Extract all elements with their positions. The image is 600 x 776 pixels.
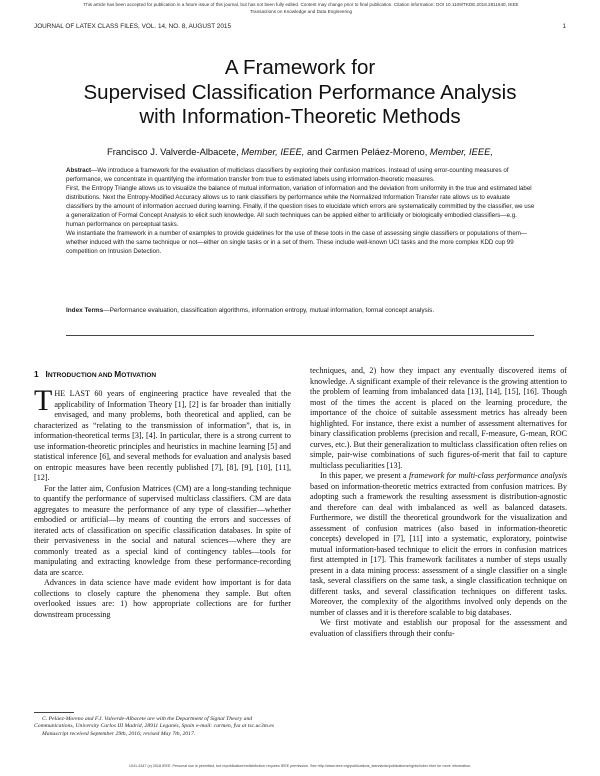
author-list (0, 146, 600, 157)
author-2: and Carmen Peláez-Moreno, (306, 146, 428, 157)
abstract (66, 166, 536, 256)
author-1: Francisco J. Valverde-Albacete, (107, 146, 239, 157)
section-number: 1 (34, 369, 39, 379)
right-paragraph-2 (310, 471, 567, 618)
section-divider (66, 335, 534, 336)
journal-name: JOURNAL OF LATEX CLASS FILES, VOL. 14, NO. 8, AUGUST 2015 (34, 23, 231, 30)
left-column (34, 384, 291, 620)
index-terms (66, 306, 536, 315)
paper-title (0, 56, 600, 130)
footnote-affiliation: C. Peláez-Moreno and F.J. Valverde-Albacete are with the Department of Signal Theory and Communications, University Carlos III Madrid, 28911 Leganés, Spain e-mail: carmen, fva at tsc.uc3m.es (34, 716, 275, 730)
framework-emphasis: framework for multi-class performance analysis (409, 471, 567, 480)
copyright-footer: 1041-4347 (c) 2018 IEEE. Personal use is permitted, but republication/redistribution requires IEEE permission. See http://www.ieee.org/publications_standards/publications/rights/index.html for more information. (128, 764, 472, 768)
banner-line-2: Transactions on Knowledge and Data Engineering (249, 8, 353, 14)
page-number: 1 (562, 23, 566, 30)
footnote-manuscript: Manuscript received September 29th, 2016; revised May 7th, 2017. (42, 730, 196, 737)
footnote (34, 716, 291, 738)
section-heading (34, 369, 291, 379)
abstract-paragraph-1 (66, 166, 536, 184)
intro-paragraph-1 (34, 384, 291, 484)
banner-line-1: This article has been accepted for publication in a future issue of this journal, but has not been fully edited. Content may change prior to final publication. Citation information: DOI 10.1109/TKDE.2018.2811640, IEEE (83, 2, 519, 7)
title-line-1: A Framework for (224, 56, 376, 79)
intro-paragraph-3: Advances in data science have made evident how important is for data collections to closely capture the phenomena they sample. But often overlooked issues are: 1) how appropriate collections are for further downstream processing (34, 578, 291, 619)
title-line-3: with Information-Theoretic Methods (139, 105, 461, 128)
title-line-2: Supervised Classification Performance Analysis (83, 80, 517, 104)
lead-words: HE LAST (54, 389, 90, 398)
intro-text-1: 60 years of engineering practice have revealed that the applicability of Information Theory [1], [2] is far broader than initially envisaged, and many problems, both theoretical and applied, can be characterized as “relating to the transmission of information”, that is, in information-theoretical terms [3], [4]. In particular, there is a strong current to use information-theoretic principles and heuristics in machine learning [5] and statistical inference [6], and several methods for evaluation and analysis based on entropic measures have been recently published [7], [8], [9], [10], [11], [12]. (34, 389, 291, 482)
right-column (310, 366, 567, 639)
intro-paragraph-2: For the latter aim, Confusion Matrices (CM) are a long-standing technique to quantify the performance of supervised multiclass classifiers. CM are data aggregates to measure the performance of any type of classifier—whether embodied or artificial—by means of counting the errors and successes of iterated acts of classification on specific classification databases. In spite of their pervasiveness in the social and natural sciences—where they are commonly treated as a special kind of contingency tables—tools for manipulating and extracting knowledge from these performance-recording data are scarce. (34, 483, 291, 577)
footnote-divider (34, 712, 74, 713)
abstract-paragraph-3: We instantiate the framework in a number of examples to provide guidelines for the use of these tools in the case of assessing single classifiers or populations of them—whether induced with the same technique or not—either on single tasks or in a set of them. These include well-known UCI tasks and the more complex KDD cup 99 competition on Intrusion Detection. (66, 230, 528, 255)
abstract-label: Abstract (66, 167, 92, 174)
right-paragraph-3: We first motivate and establish our proposal for the assessment and evaluation of classifiers through their confu- (310, 618, 567, 638)
right-text-2b: based on information-theoretic metrics extracted from confusion matrices. By adopting such a framework the resulting assessment is distribution-agnostic and therefore can deal with imbalanced as well as balanced datasets. Furthermore, we distill the theoretical groundwork for the visualization and assessment of confusion matrices (also based in information-theoretic concepts) developed in [7], [11] into a systematic, exploratory, pointwise mutual information-based technique to elicit the errors in confusion matrices first attempted in [17]. This framework facilitates a number of steps usually present in a data mining process: assessment of a single classifier on a single task, several classifiers on the same task, a single classification technique on different tasks, and several classification techniques on different tasks. Moreover, the complexity of the algorithms involved only depends on the number of classes and it is therefore scalable to big databases. (310, 481, 567, 617)
running-head (34, 23, 566, 30)
abstract-paragraph-2: First, the Entropy Triangle allows us to visualize the balance of mutual information, variation of information and the deviation from uniformity in the true and estimated label distributions. Next the Entropy-Modified Accuracy allows us to rank classifiers by performance while the Normalized Information Transfer rate allows us to evaluate classifiers by the amount of information accrued during learning. Finally, if the question rises to elucidate which errors are systematically committed by the classifier, we use a generalization of Formal Concept Analysis to elicit such knowledge. All such techniques can be applied either to artificially or biologically embodied classifiers—e.g. human performance on perceptual tasks. (66, 185, 535, 228)
section-rest-1: NTRODUCTION AND (47, 372, 115, 379)
index-terms-label: Index Terms (66, 307, 104, 314)
author-1-role: Member, IEEE, (241, 146, 305, 157)
author-2-role: Member, IEEE, (429, 146, 493, 157)
index-terms-text: —Performance evaluation, classification algorithms, information entropy, mutual information, formal concept analysis. (103, 307, 435, 314)
section-rest-2: OTIVATION (121, 372, 157, 379)
right-paragraph-1: techniques, and, 2) how they impact any eventually discovered items of knowledge. A significant example of their relevance is the growing attention to the problem of learning from imbalanced data [13], [14], [15], [16]. Though most of the times the accent is placed on the learning procedure, the importance of the choice of suitable assessment metrics has already been highlighted. For instance, there exist a number of assessment alternatives for binary classification problems (precision and recall, F-measure, G-mean, ROC curves, etc.). But their generalization to multiclass classification often relies on simple, pair-wise combinations of such figures-of-merit that fail to capture multiclass peculiarities [13]. (310, 366, 567, 470)
right-text-2a: In this paper, we present a (320, 471, 410, 480)
section-initial-2: M (114, 369, 122, 379)
section-initial-1: I (45, 369, 48, 379)
abstract-text-1: —We introduce a framework for the evaluation of multiclass classifiers by exploring their confusion matrices. Instead of using error-counting measures of performance, we concentrate in quantifying the information transfer from true to estimated labels using information-theoretic measures. (66, 167, 509, 183)
publication-banner (8, 2, 594, 15)
drop-cap: T (34, 384, 53, 417)
